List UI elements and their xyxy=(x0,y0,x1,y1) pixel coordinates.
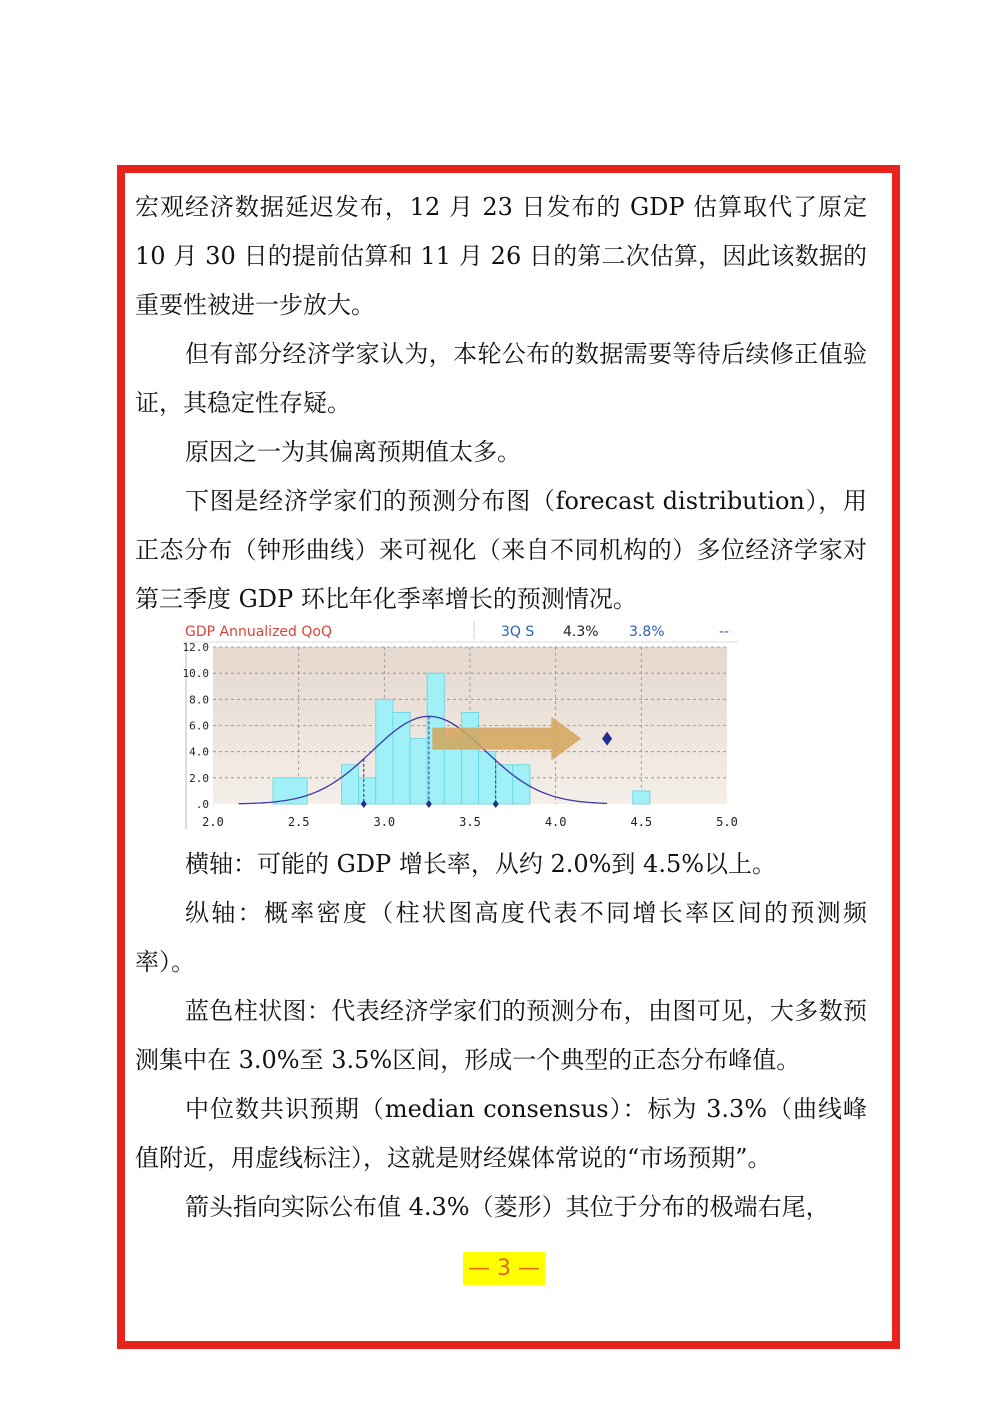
paragraph: 纵轴：概率密度（柱状图高度代表不同增长率区间的预测频率）。 xyxy=(135,899,867,976)
x-tick-label: 4.0 xyxy=(544,815,567,829)
paragraph: 横轴：可能的 GDP 增长率，从约 2.0%到 4.5%以上。 xyxy=(185,850,777,878)
histogram-bar xyxy=(479,752,496,804)
x-tick-label: 4.5 xyxy=(630,815,653,829)
paragraph: 中位数共识预期（median consensus）：标为 3.3%（曲线峰值附近，用虚线标注），这就是财经媒体常说的“市场预期”。 xyxy=(135,1095,867,1172)
y-axis-ticks xyxy=(183,641,209,811)
histogram-bar xyxy=(633,791,650,804)
y-tick-label: 4.0 xyxy=(189,745,209,759)
histogram-bar xyxy=(461,712,478,804)
x-tick-label: 3.0 xyxy=(373,815,396,829)
y-tick-label: 10.0 xyxy=(183,667,209,681)
paragraph: 原因之一为其偏离预期值太多。 xyxy=(185,438,521,466)
histogram-bar xyxy=(376,699,393,804)
chart-prior-value: -- xyxy=(719,624,730,640)
body-text-top xyxy=(135,183,867,624)
forecast-distribution-chart xyxy=(183,617,738,835)
chart-period: 3Q S xyxy=(501,624,535,640)
chart-actual-value: 4.3% xyxy=(563,624,599,640)
histogram-bar xyxy=(359,778,376,804)
y-tick-label: 2.0 xyxy=(189,771,209,785)
histogram-bar xyxy=(496,765,513,804)
x-tick-label: 3.5 xyxy=(459,815,481,829)
y-tick-label: 8.0 xyxy=(189,693,209,707)
histogram-bar xyxy=(410,739,427,804)
paragraph: 蓝色柱状图：代表经济学家们的预测分布，由图可见，大多数预测集中在 3.0%至 3.5%区间，形成一个典型的正态分布峰值。 xyxy=(135,997,867,1074)
y-tick-label: 6.0 xyxy=(189,719,209,733)
x-axis-ticks xyxy=(202,815,738,829)
paragraph: 但有部分经济学家认为，本轮公布的数据需要等待后续修正值验证，其稳定性存疑。 xyxy=(135,340,867,417)
chart-title: GDP Annualized QoQ xyxy=(185,624,332,640)
chart-consensus-value: 3.8% xyxy=(629,624,665,640)
body-text-bottom xyxy=(135,840,867,1232)
paragraph: 宏观经济数据延迟发布，12 月 23 日发布的 GDP 估算取代了原定 10 月 30 日的提前估算和 11 月 26 日的第二次估算，因此该数据的重要性被进一步放大。 xyxy=(135,193,867,319)
page-number: — 3 — xyxy=(463,1252,545,1285)
paragraph: 下图是经济学家们的预测分布图（forecast distribution），用正态分布（钟形曲线）来可视化（来自不同机构的）多位经济学家对第三季度 GDP 环比年化季率增长的预测情况。 xyxy=(135,487,867,613)
y-tick-label: .0 xyxy=(195,798,209,811)
x-tick-label: 2.0 xyxy=(202,815,224,829)
x-tick-label: 5.0 xyxy=(716,815,738,829)
y-tick-label: 12.0 xyxy=(183,641,209,654)
paragraph: 箭头指向实际公布值 4.3%（菱形）其位于分布的极端右尾， xyxy=(185,1193,830,1221)
x-tick-label: 2.5 xyxy=(287,815,310,829)
